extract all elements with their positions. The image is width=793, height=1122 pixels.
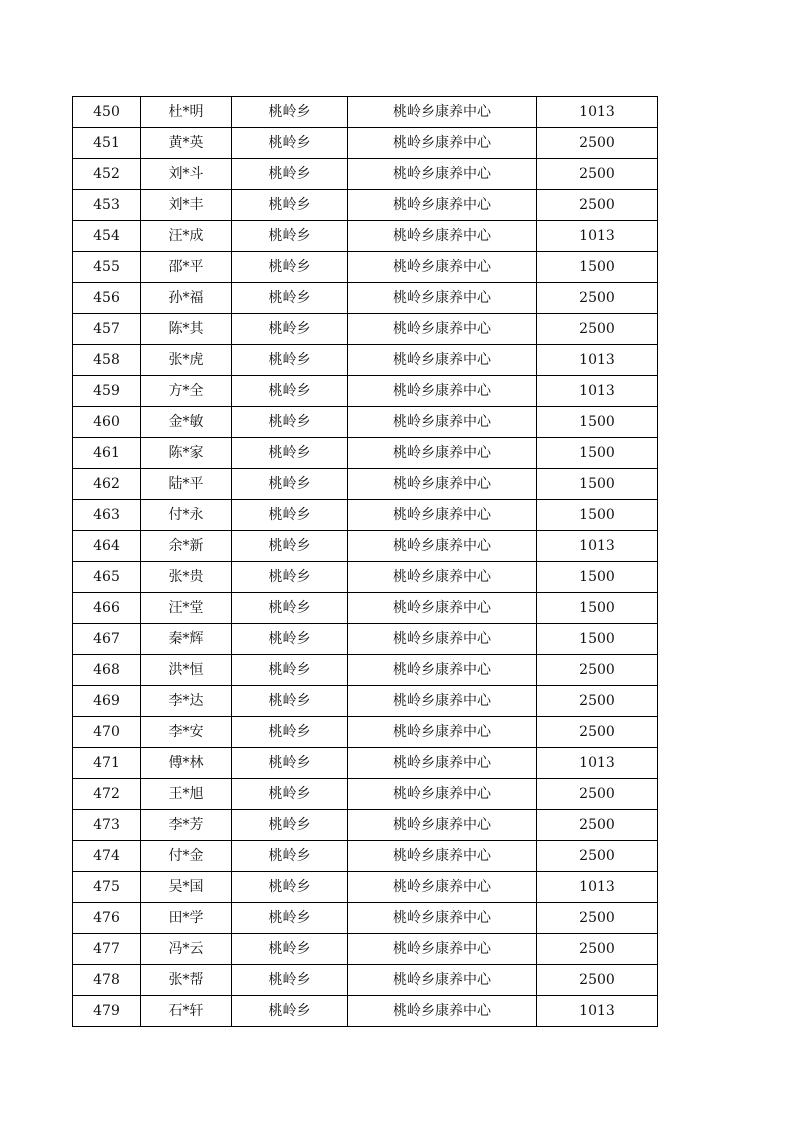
- table-row: [73, 562, 658, 593]
- table-row: [73, 624, 658, 655]
- person-name-cell: 田*学: [141, 903, 232, 934]
- institution-cell: 桃岭乡康养中心: [348, 190, 537, 221]
- amount-cell: 2500: [537, 779, 658, 810]
- amount-cell: 1500: [537, 469, 658, 500]
- amount-cell: 1013: [537, 221, 658, 252]
- person-name-cell: 陈*家: [141, 438, 232, 469]
- row-number-cell: 453: [73, 190, 141, 221]
- table-row: [73, 345, 658, 376]
- institution-cell: 桃岭乡康养中心: [348, 376, 537, 407]
- township-cell: 桃岭乡: [232, 965, 348, 996]
- institution-cell: 桃岭乡康养中心: [348, 903, 537, 934]
- institution-cell: 桃岭乡康养中心: [348, 686, 537, 717]
- institution-cell: 桃岭乡康养中心: [348, 345, 537, 376]
- person-name-cell: 金*敏: [141, 407, 232, 438]
- person-name-cell: 邵*平: [141, 252, 232, 283]
- amount-cell: 2500: [537, 810, 658, 841]
- row-number-cell: 451: [73, 128, 141, 159]
- amount-cell: 2500: [537, 283, 658, 314]
- township-cell: 桃岭乡: [232, 345, 348, 376]
- table-row: [73, 159, 658, 190]
- institution-cell: 桃岭乡康养中心: [348, 748, 537, 779]
- table-row: [73, 965, 658, 996]
- township-cell: 桃岭乡: [232, 190, 348, 221]
- row-number-cell: 472: [73, 779, 141, 810]
- township-cell: 桃岭乡: [232, 221, 348, 252]
- institution-cell: 桃岭乡康养中心: [348, 283, 537, 314]
- person-name-cell: 余*新: [141, 531, 232, 562]
- amount-cell: 2500: [537, 841, 658, 872]
- table-row: [73, 872, 658, 903]
- person-name-cell: 傅*林: [141, 748, 232, 779]
- institution-cell: 桃岭乡康养中心: [348, 159, 537, 190]
- table-row: [73, 469, 658, 500]
- table-row: [73, 500, 658, 531]
- table-row: [73, 996, 658, 1027]
- table-row: [73, 841, 658, 872]
- row-number-cell: 457: [73, 314, 141, 345]
- person-name-cell: 冯*云: [141, 934, 232, 965]
- person-name-cell: 付*永: [141, 500, 232, 531]
- row-number-cell: 450: [73, 97, 141, 128]
- row-number-cell: 465: [73, 562, 141, 593]
- township-cell: 桃岭乡: [232, 252, 348, 283]
- person-name-cell: 黄*英: [141, 128, 232, 159]
- person-name-cell: 秦*辉: [141, 624, 232, 655]
- row-number-cell: 454: [73, 221, 141, 252]
- township-cell: 桃岭乡: [232, 903, 348, 934]
- institution-cell: 桃岭乡康养中心: [348, 128, 537, 159]
- institution-cell: 桃岭乡康养中心: [348, 593, 537, 624]
- amount-cell: 2500: [537, 934, 658, 965]
- table-row: [73, 283, 658, 314]
- township-cell: 桃岭乡: [232, 159, 348, 190]
- row-number-cell: 455: [73, 252, 141, 283]
- institution-cell: 桃岭乡康养中心: [348, 438, 537, 469]
- amount-cell: 1013: [537, 345, 658, 376]
- institution-cell: 桃岭乡康养中心: [348, 934, 537, 965]
- institution-cell: 桃岭乡康养中心: [348, 996, 537, 1027]
- amount-cell: 1500: [537, 438, 658, 469]
- township-cell: 桃岭乡: [232, 500, 348, 531]
- township-cell: 桃岭乡: [232, 97, 348, 128]
- row-number-cell: 473: [73, 810, 141, 841]
- institution-cell: 桃岭乡康养中心: [348, 407, 537, 438]
- row-number-cell: 478: [73, 965, 141, 996]
- township-cell: 桃岭乡: [232, 376, 348, 407]
- person-name-cell: 汪*堂: [141, 593, 232, 624]
- person-name-cell: 李*达: [141, 686, 232, 717]
- institution-cell: 桃岭乡康养中心: [348, 841, 537, 872]
- amount-cell: 1013: [537, 748, 658, 779]
- person-name-cell: 石*轩: [141, 996, 232, 1027]
- row-number-cell: 468: [73, 655, 141, 686]
- table-row: [73, 252, 658, 283]
- amount-cell: 1013: [537, 872, 658, 903]
- institution-cell: 桃岭乡康养中心: [348, 779, 537, 810]
- amount-cell: 2500: [537, 965, 658, 996]
- township-cell: 桃岭乡: [232, 717, 348, 748]
- institution-cell: 桃岭乡康养中心: [348, 624, 537, 655]
- table-row: [73, 593, 658, 624]
- township-cell: 桃岭乡: [232, 128, 348, 159]
- row-number-cell: 459: [73, 376, 141, 407]
- township-cell: 桃岭乡: [232, 655, 348, 686]
- person-name-cell: 刘*斗: [141, 159, 232, 190]
- township-cell: 桃岭乡: [232, 407, 348, 438]
- institution-cell: 桃岭乡康养中心: [348, 500, 537, 531]
- amount-cell: 2500: [537, 314, 658, 345]
- person-name-cell: 王*旭: [141, 779, 232, 810]
- township-cell: 桃岭乡: [232, 314, 348, 345]
- person-name-cell: 张*贵: [141, 562, 232, 593]
- township-cell: 桃岭乡: [232, 562, 348, 593]
- row-number-cell: 463: [73, 500, 141, 531]
- row-number-cell: 470: [73, 717, 141, 748]
- institution-cell: 桃岭乡康养中心: [348, 717, 537, 748]
- institution-cell: 桃岭乡康养中心: [348, 810, 537, 841]
- township-cell: 桃岭乡: [232, 686, 348, 717]
- table-row: [73, 655, 658, 686]
- township-cell: 桃岭乡: [232, 810, 348, 841]
- roster-table-body: [73, 97, 658, 1027]
- table-row: [73, 686, 658, 717]
- township-cell: 桃岭乡: [232, 624, 348, 655]
- row-number-cell: 460: [73, 407, 141, 438]
- row-number-cell: 475: [73, 872, 141, 903]
- table-row: [73, 190, 658, 221]
- roster-table: [72, 96, 658, 1027]
- institution-cell: 桃岭乡康养中心: [348, 469, 537, 500]
- row-number-cell: 462: [73, 469, 141, 500]
- township-cell: 桃岭乡: [232, 748, 348, 779]
- institution-cell: 桃岭乡康养中心: [348, 655, 537, 686]
- township-cell: 桃岭乡: [232, 934, 348, 965]
- table-row: [73, 717, 658, 748]
- institution-cell: 桃岭乡康养中心: [348, 872, 537, 903]
- table-row: [73, 779, 658, 810]
- person-name-cell: 张*虎: [141, 345, 232, 376]
- township-cell: 桃岭乡: [232, 593, 348, 624]
- institution-cell: 桃岭乡康养中心: [348, 314, 537, 345]
- table-row: [73, 376, 658, 407]
- table-row: [73, 314, 658, 345]
- table-row: [73, 748, 658, 779]
- row-number-cell: 476: [73, 903, 141, 934]
- amount-cell: 1013: [537, 97, 658, 128]
- amount-cell: 2500: [537, 903, 658, 934]
- row-number-cell: 464: [73, 531, 141, 562]
- amount-cell: 1500: [537, 624, 658, 655]
- table-row: [73, 438, 658, 469]
- township-cell: 桃岭乡: [232, 438, 348, 469]
- institution-cell: 桃岭乡康养中心: [348, 965, 537, 996]
- person-name-cell: 汪*成: [141, 221, 232, 252]
- amount-cell: 1500: [537, 252, 658, 283]
- amount-cell: 2500: [537, 159, 658, 190]
- institution-cell: 桃岭乡康养中心: [348, 221, 537, 252]
- amount-cell: 1500: [537, 562, 658, 593]
- township-cell: 桃岭乡: [232, 872, 348, 903]
- township-cell: 桃岭乡: [232, 531, 348, 562]
- township-cell: 桃岭乡: [232, 469, 348, 500]
- table-row: [73, 97, 658, 128]
- table-row: [73, 903, 658, 934]
- row-number-cell: 458: [73, 345, 141, 376]
- row-number-cell: 452: [73, 159, 141, 190]
- amount-cell: 1500: [537, 500, 658, 531]
- table-row: [73, 810, 658, 841]
- amount-cell: 1013: [537, 531, 658, 562]
- person-name-cell: 李*安: [141, 717, 232, 748]
- person-name-cell: 方*全: [141, 376, 232, 407]
- person-name-cell: 孙*福: [141, 283, 232, 314]
- institution-cell: 桃岭乡康养中心: [348, 97, 537, 128]
- person-name-cell: 李*芳: [141, 810, 232, 841]
- person-name-cell: 陆*平: [141, 469, 232, 500]
- person-name-cell: 刘*丰: [141, 190, 232, 221]
- amount-cell: 2500: [537, 190, 658, 221]
- row-number-cell: 469: [73, 686, 141, 717]
- amount-cell: 1500: [537, 407, 658, 438]
- amount-cell: 1013: [537, 996, 658, 1027]
- row-number-cell: 456: [73, 283, 141, 314]
- row-number-cell: 467: [73, 624, 141, 655]
- table-row: [73, 221, 658, 252]
- person-name-cell: 吴*国: [141, 872, 232, 903]
- person-name-cell: 付*金: [141, 841, 232, 872]
- row-number-cell: 477: [73, 934, 141, 965]
- amount-cell: 2500: [537, 128, 658, 159]
- row-number-cell: 461: [73, 438, 141, 469]
- amount-cell: 1013: [537, 376, 658, 407]
- township-cell: 桃岭乡: [232, 996, 348, 1027]
- row-number-cell: 466: [73, 593, 141, 624]
- amount-cell: 2500: [537, 717, 658, 748]
- table-row: [73, 934, 658, 965]
- amount-cell: 2500: [537, 655, 658, 686]
- person-name-cell: 陈*其: [141, 314, 232, 345]
- person-name-cell: 洪*恒: [141, 655, 232, 686]
- institution-cell: 桃岭乡康养中心: [348, 531, 537, 562]
- township-cell: 桃岭乡: [232, 779, 348, 810]
- amount-cell: 1500: [537, 593, 658, 624]
- row-number-cell: 471: [73, 748, 141, 779]
- institution-cell: 桃岭乡康养中心: [348, 562, 537, 593]
- amount-cell: 2500: [537, 686, 658, 717]
- table-row: [73, 531, 658, 562]
- township-cell: 桃岭乡: [232, 841, 348, 872]
- person-name-cell: 杜*明: [141, 97, 232, 128]
- row-number-cell: 474: [73, 841, 141, 872]
- table-row: [73, 128, 658, 159]
- township-cell: 桃岭乡: [232, 283, 348, 314]
- institution-cell: 桃岭乡康养中心: [348, 252, 537, 283]
- person-name-cell: 张*帮: [141, 965, 232, 996]
- row-number-cell: 479: [73, 996, 141, 1027]
- table-row: [73, 407, 658, 438]
